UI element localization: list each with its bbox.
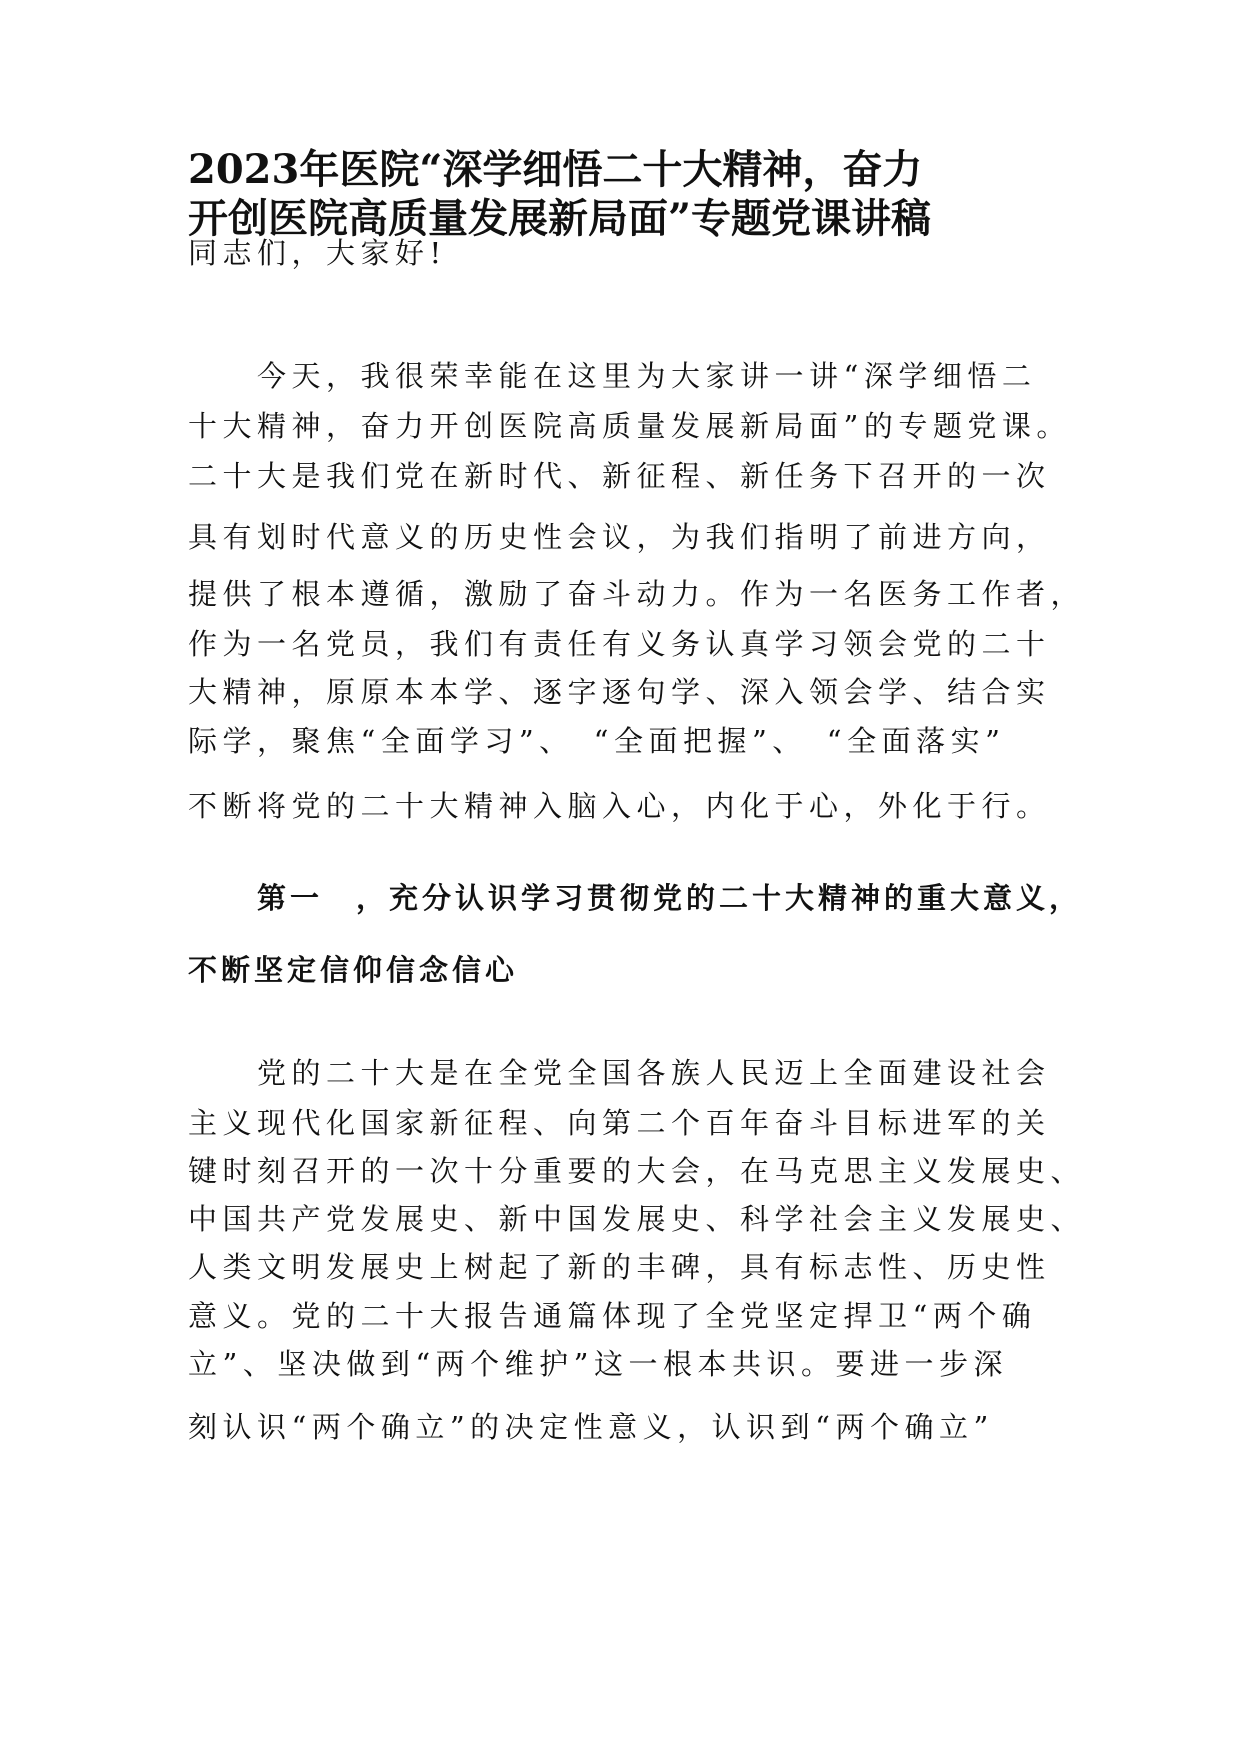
para1-line-4: 具有划时代意义的历史性会议，为我们指明了前进方向， [188, 520, 1051, 554]
para1-line-3: 二十大是我们党在新时代、新征程、新任务下召开的一次 [188, 459, 1051, 493]
document-title-line-1: 2023年医院“深学细悟二十大精神，奋力 [188, 146, 923, 193]
para1-line-1: 今天，我很荣幸能在这里为大家讲一讲“深学细悟二 [257, 359, 1037, 393]
para1-line-6: 作为一名党员，我们有责任有义务认真学习领会党的二十 [188, 627, 1051, 661]
para2-line-1: 党的二十大是在全党全国各族人民迈上全面建设社会 [257, 1056, 1051, 1090]
para1-line-7: 大精神，原原本本学、逐字逐句学、深入领会学、结合实 [188, 675, 1051, 709]
para1-line-2: 十大精神，奋力开创医院高质量发展新局面”的专题党课。 [188, 409, 1071, 443]
para2-line-3: 键时刻召开的一次十分重要的大会，在马克思主义发展史、 [188, 1154, 1086, 1188]
para1-line-8: 际学，聚焦“全面学习”、 “全面把握”、 “全面落实” [188, 724, 1006, 758]
para2-line-4: 中国共产党发展史、新中国发展史、科学社会主义发展史、 [188, 1202, 1086, 1236]
para2-line-5: 人类文明发展史上树起了新的丰碑，具有标志性、历史性 [188, 1250, 1051, 1284]
document-title-line-2: 开创医院高质量发展新局面”专题党课讲稿 [188, 195, 932, 242]
para2-line-8: 刻认识“两个确立”的决定性意义，认识到“两个确立” [188, 1410, 994, 1444]
section-heading-line-2: 不断坚定信仰信念信心 [188, 953, 519, 987]
para2-line-7: 立”、坚决做到“两个维护”这一根本共识。要进一步深 [188, 1347, 1008, 1381]
para1-line-5: 提供了根本遵循，激励了奋斗动力。作为一名医务工作者， [188, 577, 1086, 611]
para1-line-9: 不断将党的二十大精神入脑入心，内化于心，外化于行。 [188, 789, 1051, 823]
para2-line-2: 主义现代化国家新征程、向第二个百年奋斗目标进军的关 [188, 1106, 1051, 1140]
greeting: 同志们，大家好! [188, 236, 447, 270]
para2-line-6: 意义。党的二十大报告通篇体现了全党坚定捍卫“两个确 [188, 1299, 1037, 1333]
section-heading-line-1: 第一 ，充分认识学习贯彻党的二十大精神的重大意义， [257, 881, 1083, 915]
